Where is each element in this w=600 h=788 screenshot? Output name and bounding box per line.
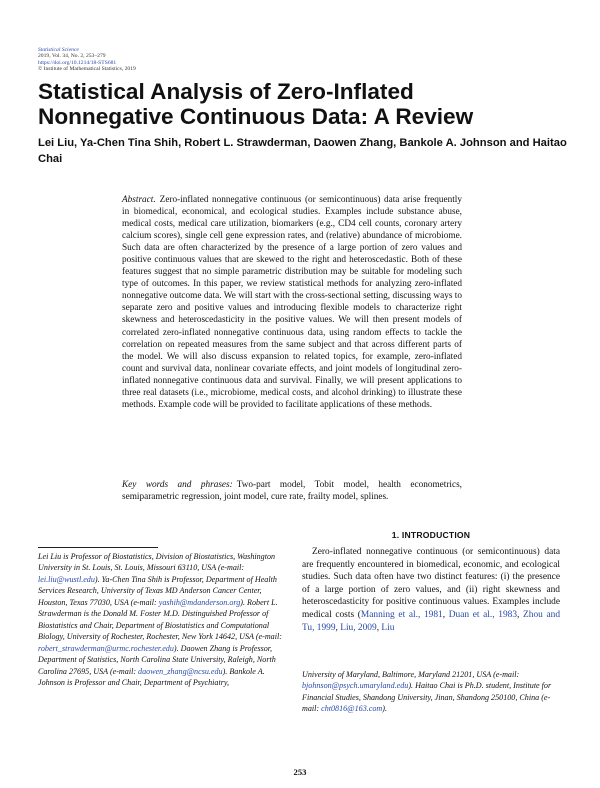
email-link-strawderman[interactable]: robert_strawderman@urmc.rochester.edu bbox=[38, 643, 174, 653]
author-list: Lei Liu, Ya-Chen Tina Shih, Robert L. Strawderman, Daowen Zhang, Bankole A. Johnson and Haitao Chai bbox=[38, 137, 567, 165]
journal-meta bbox=[38, 47, 136, 73]
citation-separator: , bbox=[517, 609, 524, 620]
paper-title-line-2: Nonnegative Continuous Data: A Review bbox=[38, 104, 474, 129]
footnote-left-text-3: ). Robert L. Strawderman is the Donald M. Foster M.D. Distinguished Professor of Biostatistics and Chair, Department of Biostatistics and Computational Biology, University of Rochester, Rochester, New York 14642, USA (e-mail: bbox=[38, 597, 282, 642]
introduction-paragraph bbox=[302, 546, 560, 634]
author-affiliations-footnote-continued bbox=[302, 669, 560, 715]
journal-name[interactable]: Statistical Science bbox=[38, 47, 79, 53]
footnote-right-text-3: ). bbox=[382, 704, 387, 714]
section-heading-introduction: 1. INTRODUCTION bbox=[391, 530, 471, 540]
abstract-text: Zero-inflated nonnegative continuous (or semicontinuous) data arise frequently in biomedical, economical, and ecological studies. Examples include substance abuse, medical costs, medical care utilization, biomarkers (e.g., CD4 cell counts, coronary artery calcium scores), single cell gene expression rates, and (relative) abundance of microbiome. Such data are often characterized by the presence of a large portion of zero values and positive continuous values that are skewed to the right and heteroscedastic. Both of these features suggest that no simple parametric distribution may be suitable for modeling such type of outcomes. In this paper, we review statistical methods for analyzing zero-inflated nonnegative outcome data. We will start with the cross-sectional setting, discussing ways to separate zero and positive values and introducing flexible models to characterize right skewness and heteroscedasticity in the positive values. We will then present models of correlated zero-inflated nonnegative continuous data, using random effects to tackle the correlation on repeated measures from the same subject and that across different parts of the model. We will also discuss expansion to related topics, for example, zero-inflated count and survival data, nonlinear covariate effects, and joint models of longitudinal zero-inflated nonnegative continuous data and survival. Finally, we will present applications to three real datasets (i.e., microbiome, medical costs, and alcohol drinking) to illustrate these methods. Example code will be provided to facilitate applications of these methods. bbox=[122, 195, 462, 410]
email-link-shih[interactable]: yashih@mdanderson.org bbox=[158, 597, 241, 607]
email-link-zhang[interactable]: daowen_zhang@ncsu.edu bbox=[138, 666, 223, 676]
email-link-liu[interactable]: lei.liu@wustl.edu bbox=[38, 574, 95, 584]
paper-title-line-1: Statistical Analysis of Zero-Inflated bbox=[38, 79, 414, 104]
citation-link[interactable]: Liu, 2009 bbox=[340, 622, 377, 633]
email-link-johnson[interactable]: bjohnson@psych.umaryland.edu bbox=[302, 681, 409, 691]
email-link-chai[interactable]: cht0816@163.com bbox=[321, 704, 383, 714]
page-number: 253 bbox=[293, 767, 307, 777]
citation-link[interactable]: Liu bbox=[381, 622, 395, 633]
footnote-divider bbox=[38, 547, 158, 548]
footnote-left-text-4: ). Daowen Zhang is Professor, Department of Statistics, North Carolina State University, Raleigh, North Carolina 27695, USA (e-mail: bbox=[38, 643, 276, 676]
keywords bbox=[122, 479, 462, 503]
footnote-left-text-2: ). Ya-Chen Tina Shih is Professor, Department of Health Services Research, University of Texas MD Anderson Cancer Center, Houston, Texas 77030, USA (e-mail: bbox=[38, 574, 277, 607]
footnote-right-text-2: ). Haitao Chai is Ph.D. student, Institute for Financial Studies, Shandong University, Jinan, Shandong 250100, China (e-mail: bbox=[302, 681, 552, 714]
citation-separator: , bbox=[376, 622, 382, 633]
journal-doi-link[interactable]: https://doi.org/10.1214/18-STS681 bbox=[38, 59, 117, 66]
intro-text: Zero-inflated nonnegative continuous (or semicontinuous) data are frequently encountered in biomedical, economic, and ecological studies. Such data often have two distinct features: (i) the presence of a large portion of zero values, and (ii) right skewness and heteroscedasticity for positive continuous values. Examples include medical costs ( bbox=[302, 547, 560, 620]
citation-link[interactable]: Duan et al., 1983 bbox=[448, 609, 518, 620]
journal-copyright: © Institute of Mathematical Statistics, 2019 bbox=[38, 66, 136, 73]
abstract bbox=[122, 194, 462, 411]
footnote-left-text-5: ). Bankole A. Johnson is Professor and Chair, Department of Psychiatry, bbox=[38, 666, 265, 687]
abstract-label: Abstract. bbox=[122, 195, 156, 205]
paper-title bbox=[38, 79, 578, 129]
journal-volume: 2019, Vol. 34, No. 2, 253–279 bbox=[38, 53, 106, 60]
footnote-right-text-1: University of Maryland, Baltimore, Maryland 21201, USA (e-mail: bbox=[302, 670, 520, 679]
footnote-left-text-1: Lei Liu is Professor of Biostatistics, Division of Biostatistics, Washington University in St. Louis, St. Louis, Missouri 63110, USA (e-mail: bbox=[38, 552, 276, 573]
keywords-text: Two-part model, Tobit model, health econometrics, semiparametric regression, joint model, cure rate, frailty model, splines. bbox=[122, 480, 462, 503]
keywords-label: Key words and phrases: bbox=[122, 480, 233, 490]
citation-link[interactable]: Manning et al., 1981 bbox=[360, 609, 443, 620]
citation-link[interactable]: Zhou and Tu, 1999 bbox=[302, 609, 561, 633]
citation-separator: , bbox=[335, 622, 341, 633]
citation-separator: , bbox=[442, 609, 449, 620]
author-affiliations-footnote bbox=[38, 551, 284, 688]
